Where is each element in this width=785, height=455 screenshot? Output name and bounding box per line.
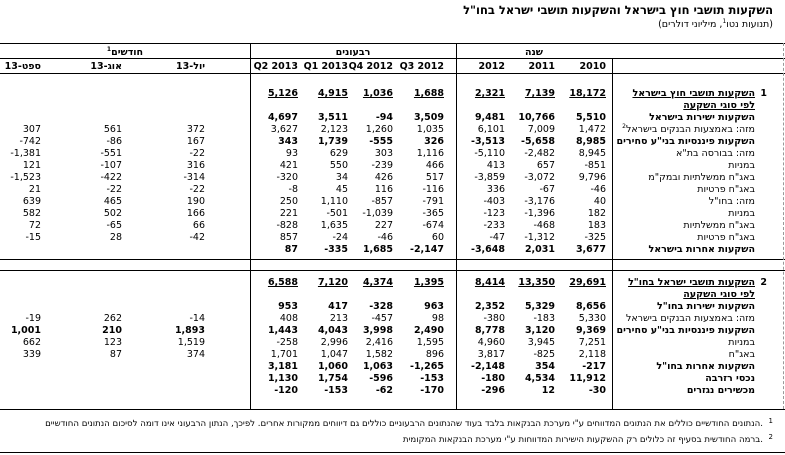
row-label: [648, 172, 755, 183]
table-cell: 639: [22, 196, 41, 207]
table-cell: 210: [102, 325, 122, 336]
table-cell: 1,519: [177, 337, 205, 348]
horizontal-rule: [0, 452, 785, 453]
table-cell: 1,060: [317, 361, 348, 372]
table-cell: -403: [483, 196, 505, 207]
table-cell: 1,047: [320, 349, 348, 360]
subtitle-post: , מיליוני דולרים): [661, 19, 773, 30]
table-cell: 1,395: [413, 277, 444, 288]
table-cell: -335: [324, 244, 348, 255]
table-cell: 582: [22, 208, 41, 219]
row-footnote-ref: 2: [622, 122, 626, 130]
table-cell: 417: [328, 301, 348, 312]
row-label-text: השקעות פיננסיות בני"ע סחירים: [616, 136, 755, 147]
row-label-text: במניות: [728, 208, 755, 219]
table-cell: 1,701: [270, 349, 298, 360]
table-cell: 98: [431, 313, 444, 324]
table-cell: -314: [183, 172, 205, 183]
group-months-label: חודשים: [111, 47, 144, 58]
table-cell: -457: [371, 313, 393, 324]
row-label: [687, 385, 755, 396]
horizontal-rule: [0, 270, 785, 271]
table-cell: 87: [284, 244, 298, 255]
table-cell: -180: [481, 373, 505, 384]
table-cell: -551: [100, 148, 122, 159]
table-cell: 5,126: [267, 88, 298, 99]
table-cell: 857: [279, 232, 298, 243]
table-cell: 2,321: [474, 88, 505, 99]
table-cell: -325: [584, 232, 606, 243]
row-label-text: באג"ח: [728, 349, 755, 360]
table-cell: 354: [535, 361, 555, 372]
table-cell: -19: [25, 313, 41, 324]
table-cell: -46: [590, 184, 606, 195]
column-header: Q1 2013: [303, 61, 348, 72]
footnote-text: הנתונים החודשיים כוללים את הנתונים המדווחים ע"י מערכת הבנקאות בלבד בעוד שהנתונים הרבעוניים כוללים גם דיווחים ממקורות אחרים. לפיכך, הנתון הרבעוני אינו דומה לסיכום הנתונים החודשיים.: [45, 419, 763, 429]
table-cell: 466: [425, 160, 444, 171]
column-header: 2010: [579, 61, 606, 72]
table-cell: 517: [425, 172, 444, 183]
table-cell: 1,472: [578, 124, 606, 135]
table-cell: 1,635: [320, 220, 348, 231]
table-cell: -2,147: [410, 244, 444, 255]
table-cell: -828: [276, 220, 298, 231]
table-cell: 121: [22, 160, 41, 171]
table-cell: 4,915: [317, 88, 348, 99]
table-cell: 7,139: [524, 88, 555, 99]
table-cell: -3,072: [524, 172, 555, 183]
table-cell: -380: [483, 313, 505, 324]
row-label: [728, 160, 755, 171]
table-cell: 1,035: [416, 124, 444, 135]
column-header: ספט-13: [4, 61, 41, 72]
footnote-number: 1: [768, 417, 773, 425]
group-months: [0, 47, 250, 58]
table-cell: -1,396: [524, 208, 555, 219]
table-cell: 2,996: [320, 337, 348, 348]
section-subtitle: לפי סוגי השקעה: [683, 100, 755, 111]
row-label: [709, 196, 755, 207]
row-label-text: מזה: בבורסה בת"א: [676, 148, 755, 159]
table-cell: 7,120: [317, 277, 348, 288]
table-cell: 3,945: [527, 337, 555, 348]
row-label-text: מזה: באמצעות הבנקים בישראל: [625, 313, 755, 324]
table-cell: 326: [424, 136, 444, 147]
table-cell: 372: [186, 124, 205, 135]
table-cell: 2,118: [578, 349, 606, 360]
table-cell: 116: [374, 184, 393, 195]
row-label: [728, 208, 755, 219]
column-header: 2012: [478, 61, 505, 72]
table-cell: 93: [285, 148, 298, 159]
table-cell: -1,523: [10, 172, 41, 183]
horizontal-rule: [0, 259, 785, 260]
table-cell: 343: [278, 136, 298, 147]
table-cell: -239: [371, 160, 393, 171]
row-label-text: באג"ח ממשלתיות: [683, 220, 755, 231]
horizontal-rule: [0, 73, 785, 74]
table-cell: -170: [420, 385, 444, 396]
row-label-text: השקעות פיננסיות בני"ע סחירים: [616, 325, 755, 336]
column-header: אוג-13: [90, 61, 122, 72]
table-cell: 629: [329, 148, 348, 159]
table-cell: -8: [288, 184, 298, 195]
row-label-text: השקעות אחרות בחו"ל: [656, 361, 755, 372]
table-cell: 421: [279, 160, 298, 171]
table-cell: 221: [279, 208, 298, 219]
table-cell: 1,110: [320, 196, 348, 207]
table-cell: -123: [483, 208, 505, 219]
row-label: [622, 124, 755, 135]
table-cell: 5,330: [578, 313, 606, 324]
table-cell: 167: [186, 136, 205, 147]
table-cell: 1,595: [416, 337, 444, 348]
table-cell: 502: [103, 208, 122, 219]
table-cell: -422: [100, 172, 122, 183]
table-cell: 4,043: [317, 325, 348, 336]
table-cell: -555: [369, 136, 393, 147]
row-label: [728, 337, 755, 348]
table-cell: 182: [587, 208, 606, 219]
table-cell: 5,510: [575, 112, 606, 123]
table-cell: 213: [329, 313, 348, 324]
table-cell: 227: [374, 220, 393, 231]
table-cell: 8,945: [578, 148, 606, 159]
footnote-text: ברמה החודשית בסעיף זה כלולים רק ההשקעות הישירות המדווחות ע"י מערכת הבנקאות המקומית.: [402, 435, 763, 445]
table-cell: -107: [100, 160, 122, 171]
table-cell: 60: [431, 232, 444, 243]
table-cell: 1,443: [267, 325, 298, 336]
row-label: [626, 313, 755, 324]
row-label: [617, 136, 755, 147]
table-cell: 13,350: [518, 277, 555, 288]
table-cell: 2,123: [320, 124, 348, 135]
table-cell: 374: [186, 349, 205, 360]
table-cell: 408: [279, 313, 298, 324]
table-cell: -468: [533, 220, 555, 231]
table-cell: 963: [424, 301, 444, 312]
table-cell: 8,414: [474, 277, 505, 288]
table-cell: 465: [103, 196, 122, 207]
table-cell: -62: [375, 385, 393, 396]
footnote-number: 2: [768, 433, 773, 441]
row-label: [683, 220, 755, 231]
table-cell: 262: [103, 313, 122, 324]
table-cell: 18,172: [569, 88, 606, 99]
table-cell: -1,312: [524, 232, 555, 243]
vertical-rule: [456, 43, 457, 409]
table-cell: -94: [375, 112, 393, 123]
table-cell: 40: [593, 196, 606, 207]
table-cell: -674: [422, 220, 444, 231]
table-cell: 66: [192, 220, 205, 231]
table-cell: 561: [103, 124, 122, 135]
page-title: השקעות תושבי חוץ בישראל והשקעות תושבי ישראל בחו"ל: [463, 3, 773, 17]
table-cell: -2,148: [471, 361, 505, 372]
table-cell: 1,582: [365, 349, 393, 360]
table-cell: -857: [371, 196, 393, 207]
table-cell: 3,998: [362, 325, 393, 336]
table-cell: -1,381: [10, 148, 41, 159]
table-cell: -3,513: [471, 136, 505, 147]
table-cell: 426: [374, 172, 393, 183]
table-cell: 8,656: [575, 301, 606, 312]
table-cell: 9,796: [578, 172, 606, 183]
table-cell: 2,490: [413, 325, 444, 336]
table-cell: 550: [329, 160, 348, 171]
table-cell: -3,648: [471, 244, 505, 255]
table-cell: -791: [422, 196, 444, 207]
table-cell: -5,658: [521, 136, 555, 147]
table-cell: 28: [109, 232, 122, 243]
table-cell: -233: [483, 220, 505, 231]
table-cell: 11,912: [569, 373, 606, 384]
table-cell: 8,778: [474, 325, 505, 336]
table-cell: 4,697: [267, 112, 298, 123]
section-title: השקעות תושבי ישראל בחו"ל: [628, 277, 755, 288]
row-label: [705, 373, 755, 384]
table-cell: 1,754: [317, 373, 348, 384]
section-number: 2: [760, 277, 767, 288]
column-header: Q4 2012: [348, 61, 393, 72]
table-cell: -120: [274, 385, 298, 396]
row-label: [617, 325, 755, 336]
table-cell: -365: [422, 208, 444, 219]
table-cell: -47: [489, 232, 505, 243]
table-cell: 1,116: [416, 148, 444, 159]
table-cell: 7,009: [527, 124, 555, 135]
row-label-text: מזה: בחו"ל: [708, 196, 755, 207]
section-title: השקעות תושבי חוץ בישראל: [632, 88, 755, 99]
table-cell: 29,691: [569, 277, 606, 288]
table-cell: 316: [186, 160, 205, 171]
table-cell: -86: [106, 136, 122, 147]
table-cell: -3,859: [474, 172, 505, 183]
row-label: [649, 112, 755, 123]
table-cell: 9,481: [474, 112, 505, 123]
table-cell: -3,176: [524, 196, 555, 207]
table-cell: 1,688: [413, 88, 444, 99]
table-cell: -46: [377, 232, 393, 243]
table-cell: -14: [189, 313, 205, 324]
row-label-text: במניות: [728, 337, 755, 348]
table-cell: -67: [539, 184, 555, 195]
table-cell: 4,374: [362, 277, 393, 288]
horizontal-rule: [0, 409, 785, 410]
table-cell: 953: [278, 301, 298, 312]
page-subtitle: [658, 19, 773, 30]
table-cell: -15: [25, 232, 41, 243]
table-cell: -296: [481, 385, 505, 396]
table-cell: -22: [106, 184, 122, 195]
table-cell: 1,893: [174, 325, 205, 336]
row-label-text: באג"ח פרטיות: [697, 232, 755, 243]
row-label-text: השקעות אחרות בישראל: [648, 244, 755, 255]
table-cell: -5,110: [474, 148, 505, 159]
row-label-text: השקעות ישירות בישראל: [649, 112, 755, 123]
row-label: [697, 232, 755, 243]
table-cell: -320: [276, 172, 298, 183]
table-cell: -217: [582, 361, 606, 372]
vertical-rule: [612, 58, 613, 409]
table-cell: 250: [279, 196, 298, 207]
table-cell: 2,352: [474, 301, 505, 312]
table-cell: 1,001: [10, 325, 41, 336]
table-cell: 662: [22, 337, 41, 348]
table-cell: 34: [335, 172, 348, 183]
table-cell: -2,482: [524, 148, 555, 159]
table-cell: 4,534: [524, 373, 555, 384]
table-cell: -24: [332, 232, 348, 243]
row-label-text: מזה: באמצעות הבנקים בישראל: [625, 124, 755, 135]
table-cell: -742: [19, 136, 41, 147]
table-cell: 190: [186, 196, 205, 207]
table-cell: -1,039: [362, 208, 393, 219]
group-months-footnote-ref: 1: [106, 45, 112, 53]
table-cell: 9,369: [575, 325, 606, 336]
table-cell: -153: [420, 373, 444, 384]
table-cell: 3,817: [477, 349, 505, 360]
group-quarters: רבעונים: [335, 47, 371, 58]
table-cell: 21: [28, 184, 41, 195]
table-cell: 1,036: [362, 88, 393, 99]
table-cell: -501: [326, 208, 348, 219]
section-subtitle: לפי סוגי השקעה: [683, 289, 755, 300]
column-header: Q3 2012: [399, 61, 444, 72]
table-cell: 413: [486, 160, 505, 171]
table-cell: 166: [186, 208, 205, 219]
table-cell: -183: [533, 313, 555, 324]
table-cell: 45: [335, 184, 348, 195]
table-cell: 3,627: [270, 124, 298, 135]
section-number: 1: [760, 88, 767, 99]
row-label: [697, 184, 755, 195]
table-cell: -65: [106, 220, 122, 231]
table-cell: 8,985: [575, 136, 606, 147]
row-label-text: במניות: [728, 160, 755, 171]
table-cell: 10,766: [518, 112, 555, 123]
table-cell: 12: [541, 385, 555, 396]
table-cell: 2,416: [365, 337, 393, 348]
table-cell: 2,031: [524, 244, 555, 255]
row-label-text: באג"ח ממשלתיות ובמק"מ: [648, 172, 755, 183]
table-cell: 123: [103, 337, 122, 348]
table-cell: -22: [189, 148, 205, 159]
row-label-text: נכסי רזרבה: [705, 373, 755, 384]
table-cell: 1,260: [365, 124, 393, 135]
row-label: [648, 244, 755, 255]
table-cell: 307: [22, 124, 41, 135]
vertical-rule: [250, 43, 251, 409]
table-cell: 1,130: [267, 373, 298, 384]
horizontal-rule: [0, 43, 785, 44]
table-cell: 72: [28, 220, 41, 231]
table-cell: -825: [533, 349, 555, 360]
column-header: יול-13: [176, 61, 205, 72]
table-cell: 1,739: [317, 136, 348, 147]
table-cell: 336: [486, 184, 505, 195]
table-cell: -30: [588, 385, 606, 396]
table-cell: 1,063: [362, 361, 393, 372]
row-label: [656, 361, 755, 372]
table-cell: 1,685: [362, 244, 393, 255]
table-cell: 3,677: [575, 244, 606, 255]
table-cell: 4,960: [477, 337, 505, 348]
table-cell: -42: [189, 232, 205, 243]
row-label-text: באג"ח פרטיות: [697, 184, 755, 195]
table-cell: -328: [369, 301, 393, 312]
group-year: שנה: [524, 47, 544, 58]
table-cell: 3,181: [267, 361, 298, 372]
table-cell: 3,120: [524, 325, 555, 336]
table-cell: 657: [536, 160, 555, 171]
table-cell: 183: [587, 220, 606, 231]
row-label-text: השקעות ישירות בחו"ל: [657, 301, 755, 312]
table-cell: 303: [374, 148, 393, 159]
table-cell: -596: [369, 373, 393, 384]
row-label: [657, 301, 755, 312]
row-label: [729, 349, 755, 360]
table-cell: -258: [276, 337, 298, 348]
table-cell: -1,265: [410, 361, 444, 372]
column-header: 2011: [528, 61, 555, 72]
table-cell: 7,251: [578, 337, 606, 348]
subtitle-footnote-ref: 1: [722, 17, 727, 25]
table-cell: 896: [425, 349, 444, 360]
row-label: [676, 148, 755, 159]
table-cell: 5,329: [524, 301, 555, 312]
table-cell: -153: [324, 385, 348, 396]
table-cell: 6,101: [477, 124, 505, 135]
subtitle-pre: (תנועות נטו: [658, 19, 770, 30]
table-cell: 87: [109, 349, 122, 360]
vertical-rule: [783, 43, 784, 409]
horizontal-rule: [0, 58, 785, 59]
row-label-text: מכשירים נגזרים: [686, 385, 755, 396]
table-cell: 3,509: [413, 112, 444, 123]
table-cell: 3,511: [317, 112, 348, 123]
table-cell: 6,588: [267, 277, 298, 288]
table-cell: -851: [584, 160, 606, 171]
table-cell: -116: [422, 184, 444, 195]
table-cell: 339: [22, 349, 41, 360]
table-cell: -22: [189, 184, 205, 195]
column-header: Q2 2013: [253, 61, 298, 72]
